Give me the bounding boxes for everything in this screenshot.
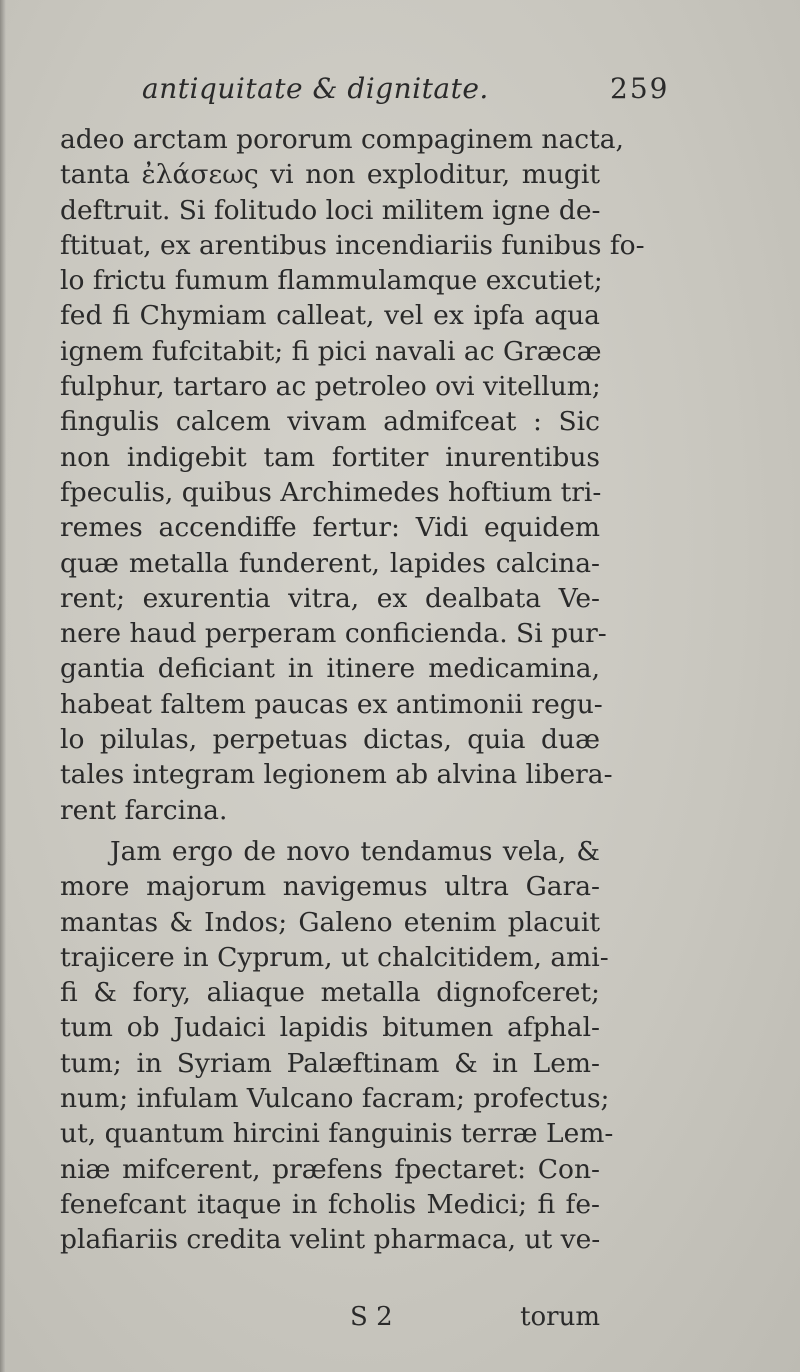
text-line: lo pilulas, perpetuas dictas, quia duæ [60, 724, 600, 756]
text-line: rent; exurentia vitra, ex dealbata Ve- [60, 582, 600, 614]
text-line: adeo arctam pororum compaginem nacta, [60, 124, 624, 155]
paragraph-2 [60, 834, 614, 1258]
signature-mark: S 2 [350, 1302, 393, 1332]
text-line: tum; in Syriam Palæftinam & in Lem- [60, 1047, 600, 1079]
text-line: tales integram legionem ab alvina libera- [60, 759, 613, 791]
text-line: num; infulam Vulcano facram; profectus; [60, 1083, 610, 1115]
text-line: Jam ergo de novo tendamus vela, & [110, 836, 600, 867]
text-line: trajicere in Cyprum, ut chalcitidem, ami- [60, 941, 609, 973]
text-line: ut, quantum hircini fanguinis terræ Lem- [60, 1118, 614, 1150]
text-line: remes accendiffe fertur: Vidi equidem [60, 512, 600, 544]
text-line: non indigebit tam fortiter inurentibus [60, 441, 600, 473]
text-line: lo frictu fumum flammulamque excutiet; [60, 265, 603, 297]
running-head: antiquitate & dignitate. [142, 72, 489, 105]
text-line: ignem fufcitabit; fi pici navali ac Græcæ [60, 335, 602, 367]
text-line: fenefcant itaque in fcholis Medici; fi fe- [60, 1188, 600, 1220]
text-line: fed fi Chymiam calleat, vel ex ipfa aqua [60, 300, 600, 332]
text-line: ftituat, ex arentibus incendiariis funibus fo- [60, 229, 645, 261]
page-header [0, 72, 800, 112]
text-line: tanta ἐλάσεως vi non exploditur, mugit [60, 159, 600, 191]
text-line: rent farcina. [60, 794, 228, 826]
page-edge-shadow [0, 0, 6, 1372]
catchword: torum [520, 1302, 600, 1332]
text-line: quæ metalla funderent, lapides calcina- [60, 547, 600, 579]
text-line: more majorum navigemus ultra Gara- [60, 871, 600, 903]
text-line: gantia deficiant in itinere medicamina, [60, 653, 600, 685]
page-footer [60, 1302, 600, 1338]
text-line: deftruit. Si folitudo loci militem igne de- [60, 194, 601, 226]
paragraph-1 [60, 122, 645, 828]
text-line: nere haud perperam conficienda. Si pur- [60, 618, 607, 650]
text-line: mantas & Indos; Galeno etenim placuit [60, 906, 600, 938]
text-line: fulphur, tartaro ac petroleo ovi vitellum; [60, 371, 601, 403]
text-line: habeat faltem paucas ex antimonii regu- [60, 688, 603, 720]
page-number: 259 [610, 72, 670, 105]
text-line: plafiariis credita velint pharmaca, ut ve- [60, 1224, 601, 1256]
text-line: fpeculis, quibus Archimedes hoftium tri- [60, 476, 602, 508]
text-line: niæ mifcerent, præfens fpectaret: Con- [60, 1153, 600, 1185]
text-line: fingulis calcem vivam admifceat : Sic [60, 406, 600, 438]
text-line: fi & fory, aliaque metalla dignofceret; [60, 977, 600, 1009]
text-line: tum ob Judaici lapidis bitumen afphal- [60, 1012, 600, 1044]
